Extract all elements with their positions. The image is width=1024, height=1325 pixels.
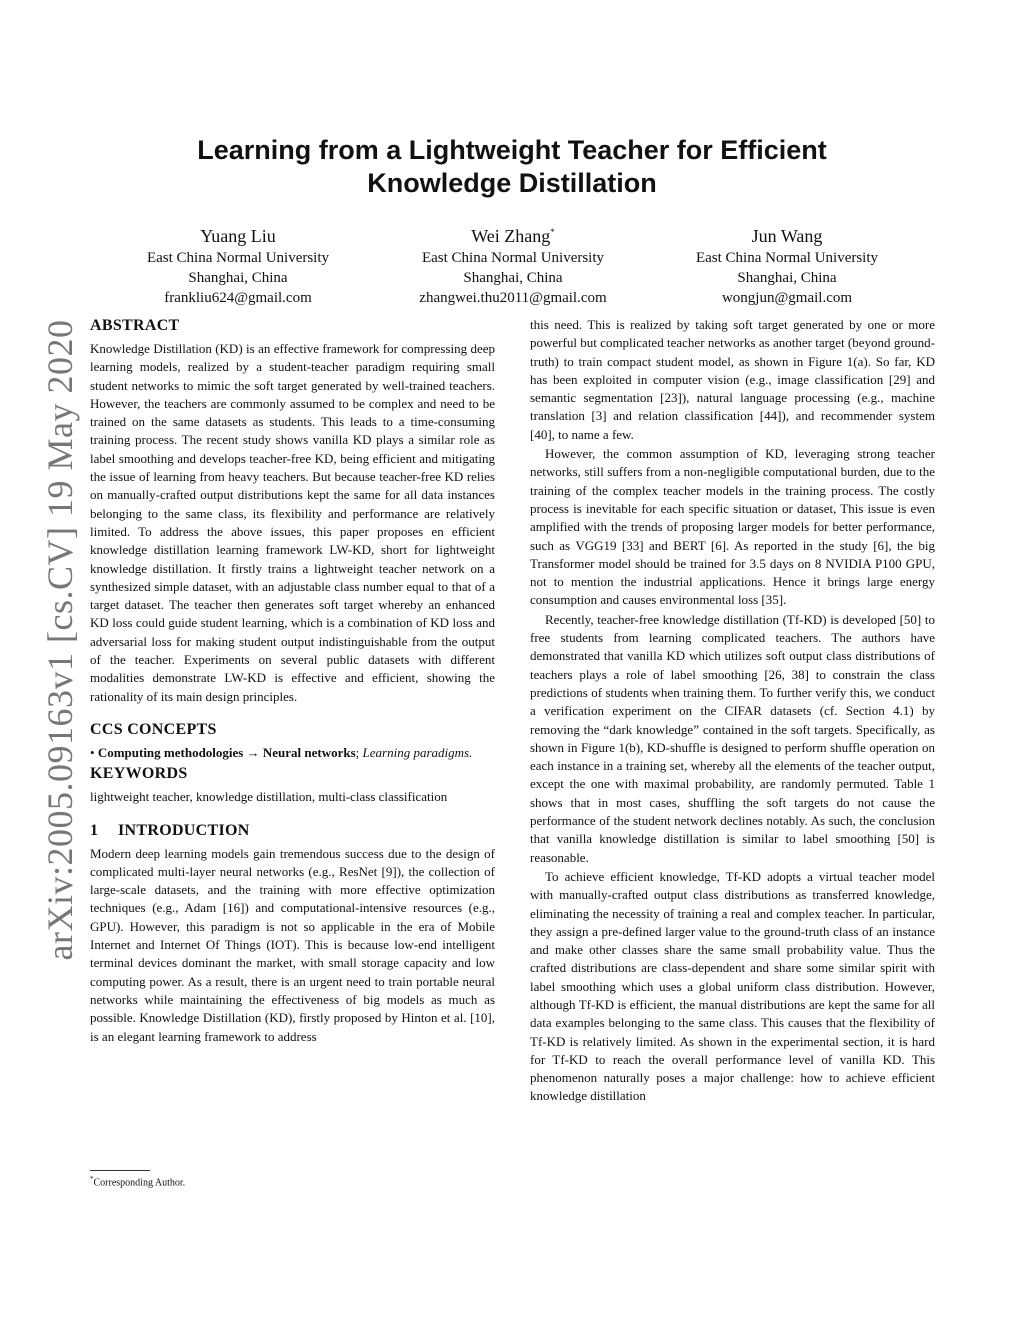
author-email: frankliu624@gmail.com bbox=[164, 290, 312, 306]
author-affiliation: East China Normal University bbox=[146, 250, 330, 266]
author-affiliation: East China Normal University bbox=[695, 250, 879, 266]
right-paragraph-4: To achieve efficient knowledge, Tf-KD adopts a virtual teacher model with manually-crafted output class distributions as transferred knowledge, eliminating the necessity of training a real and complex teacher. In particular, they assign a pre-defined larger value to the ground-truth class of an instance and make other classes share the same small probability value. Thus the crafted distributions are class-dependent and share some similar spirit with label smoothing which uses a global uniform class distribution. However, although Tf-KD is efficient, the manual distributions are kept the same for all data examples belonging to the same class. This causes that the flexibility of Tf-KD is relatively limited. As shown in the experimental section, it is hard for Tf-KD to reach the overall performance level of vanilla KD. This phenomenon naturally poses a major challenge: how to achieve efficient knowledge distillation bbox=[530, 868, 935, 1104]
keywords-heading: KEYWORDS bbox=[90, 765, 188, 783]
author-email: zhangwei.thu2011@gmail.com bbox=[419, 290, 607, 306]
author-affiliation: East China Normal University bbox=[421, 250, 605, 266]
author-name: Yuang Liu bbox=[200, 226, 276, 246]
paper-title bbox=[130, 134, 894, 200]
author-location: Shanghai, China bbox=[188, 270, 288, 286]
author-name: Wei Zhang* bbox=[471, 226, 555, 246]
title-line-1: Learning from a Lightweight Teacher for Efficient bbox=[197, 135, 827, 165]
introduction-heading: 1 INTRODUCTION bbox=[90, 821, 250, 839]
keywords-text: lightweight teacher, knowledge distillation, multi-class classification bbox=[90, 789, 448, 805]
author-email: wongjun@gmail.com bbox=[721, 290, 853, 306]
left-column bbox=[90, 316, 495, 1046]
footnote-rule bbox=[90, 1170, 150, 1171]
right-column bbox=[530, 316, 935, 1106]
author-block-2 bbox=[383, 220, 643, 308]
author-location: Shanghai, China bbox=[737, 270, 837, 286]
author-block-3 bbox=[657, 220, 917, 308]
ccs-heading: CCS CONCEPTS bbox=[90, 720, 217, 738]
abstract-heading: ABSTRACT bbox=[90, 317, 180, 334]
right-paragraph-2: However, the common assumption of KD, leveraging strong teacher networks, still suffers from a non-negligible computational burden, due to the training of the complex teacher models in the training process. The costly process is inevitable for each specific situation or dataset, This issue is even amplified with the trends of proposing larger models for better performance, such as VGG19 [33] and BERT [6]. As reported in the study [6], the big Transformer model should be trained for 3.5 days on 8 NVIDIA P100 GPU, not to mention the industrial applications. Hence it brings large energy consumption and causes environmental loss [35]. bbox=[530, 446, 935, 608]
abstract-text: Knowledge Distillation (KD) is an effective framework for compressing deep learning models, realized by a student-teacher paradigm requiring small student networks to mimic the soft target generated by well-trained teachers. However, the teachers are commonly assumed to be complex and need to be trained on the same datasets as students. This leads to a time-consuming training process. The recent study shows vanilla KD plays a similar role as label smoothing and develops teacher-free KD, being efficient and mitigating the issue of learning from heavy teachers. But because teacher-free KD relies on manually-crafted output distributions kept the same for all data instances belonging to the same class, its flexibility and performance are relatively limited. To address the above issues, this paper proposes en efficient knowledge distillation learning framework LW-KD, short for lightweight knowledge distillation. It firstly trains a lightweight teacher network on a synthesized simple dataset, with an adjustable class number equal to that of a target dataset. The teacher then generates soft target whereby an enhanced KD loss could guide student learning, which is a combination of KD loss and adversarial loss for making student output indistinguishable from the output of the teacher. Experiments on several public datasets with different modalities demonstrate LW-KD is effective and efficient, showing the rationality of its main design principles. bbox=[90, 341, 495, 704]
author-location: Shanghai, China bbox=[463, 270, 563, 286]
ccs-concepts: • Computing methodologies → Neural networks; Learning paradigms. bbox=[90, 744, 473, 760]
title-line-2: Knowledge Distillation bbox=[367, 168, 657, 198]
author-block-1 bbox=[108, 220, 368, 308]
introduction-paragraph-1: Modern deep learning models gain tremendous success due to the design of complicated multi-layer neural networks (e.g., ResNet [9]), the collection of large-scale datasets, and the training with more effective optimization techniques (e.g., Adam [16]) and computational-intensive resources (e.g., GPU). However, this paradigm is not so applicable in the era of Mobile Internet and Internet Of Things (IOT). This is because low-end intelligent terminal devices dominant the market, with small storage capacity and low computing power. As a result, there is an urgent need to train portable neural networks while maintaining the effectiveness of big models as much as possible. Knowledge Distillation (KD), firstly proposed by Hinton et al. [10], is an elegant learning framework to address bbox=[90, 845, 495, 1044]
right-paragraph-1: this need. This is realized by taking soft target generated by one or more powerful but complicated teacher networks as another target (beyond ground-truth) to train compact student model, as shown in Figure 1(a). So far, KD has been exploited in computer vision (e.g., image classification [29] and semantic segmentation [23]), natural language processing (e.g., machine translation [3] and relation classification [44]), and recommender system [40], to name a few. bbox=[530, 317, 935, 442]
arxiv-stamp: arXiv:2005.09163v1 [cs.CV] 19 May 2020 bbox=[40, 319, 80, 961]
author-name: Jun Wang bbox=[751, 226, 823, 246]
right-paragraph-3: Recently, teacher-free knowledge distillation (Tf-KD) is developed [50] to free students from learning complicated teachers. The authors have demonstrated that vanilla KD which utilizes soft output class distributions of teachers plays a role of label smoothing [26, 38] to constrain the class predictions of students when training them. To further verify this, we conduct a verification experiment on the CIFAR datasets (cf. Section 4.1) by removing the “dark knowledge” contained in the soft targets. Specifically, as shown in Figure 1(b), KD-shuffle is designed to perform shuffle operation on each instance in a training set, whereby all the elements of the teacher output, except the one with maximal probability, are randomly permuted. Table 1 shows that in most cases, shuffling the soft targets do not cause the performance of the student network declines notably. As such, the conclusion that vanilla knowledge distillation is similar to label smoothing [50] is reasonable. bbox=[530, 611, 935, 865]
footnote: *Corresponding Author. bbox=[90, 1175, 186, 1189]
